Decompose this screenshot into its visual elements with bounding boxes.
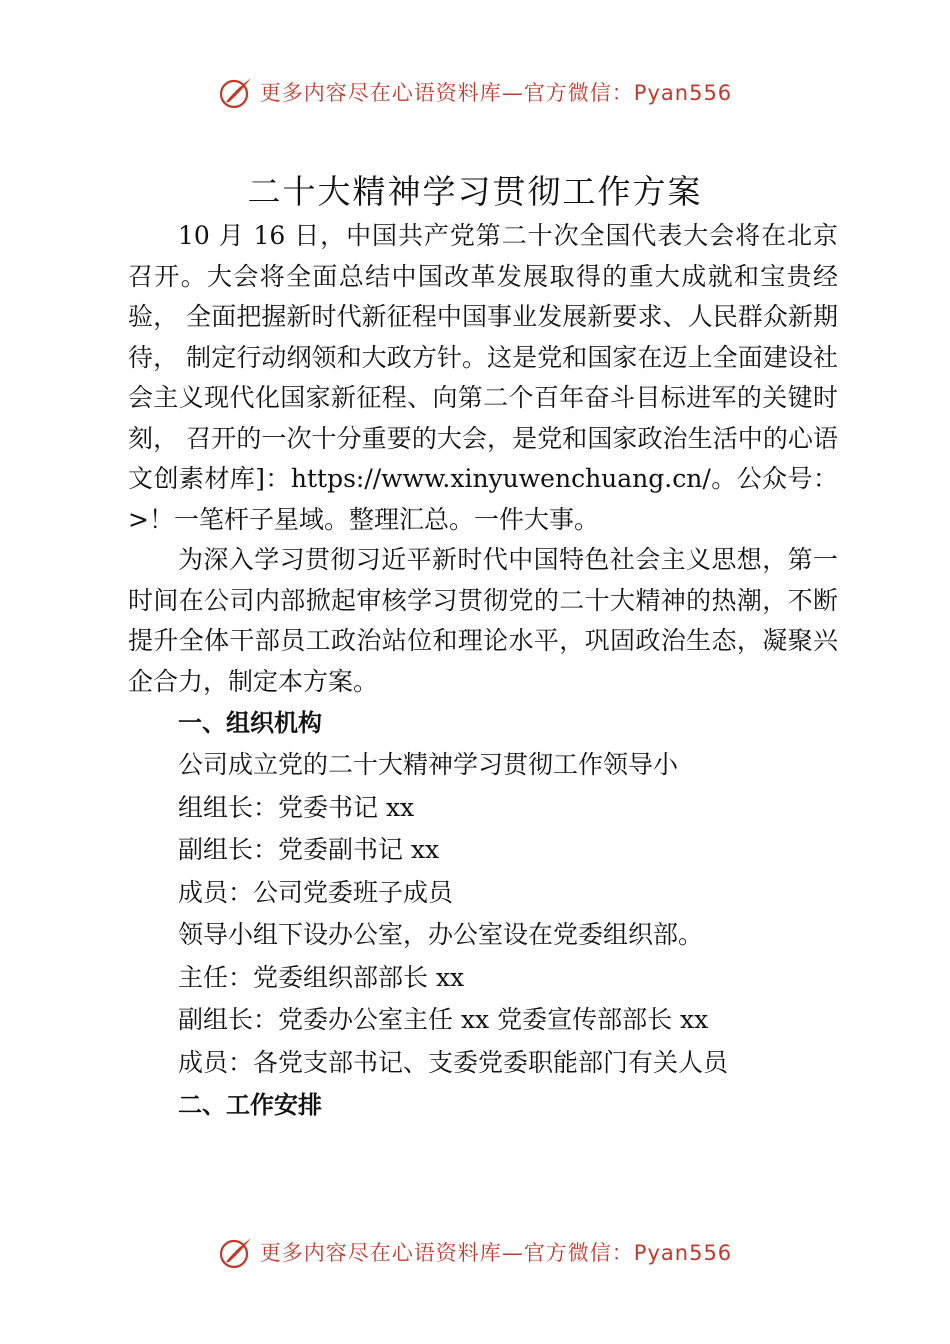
document-body [128,216,838,1126]
banner-contact: 官方微信：Pyan556 [523,1241,733,1265]
org-line: 主任：党委组织部部长 xx [178,962,465,992]
org-line: 组组长：党委书记 xx [178,792,415,822]
intro-paragraph: 10 月 16 日，中国共产党第二十次全国代表大会将在北京召开。大会将全面总结中国改革发展取得的重大成就和宝贵经验， 全面把握新时代新征程中国事业发展新要求、人民群众新期待， 制定行动纲领和大政方针。这是党和国家在迈上全面建设社会主义现代化国家新征程、向第二个百年奋斗目标进军的关键时刻， 召开的一次十分重要的大会，是党和国家政治生活中的心语文创素材库]：https://www.xinyuwenchuang.cn/。公众号：>！一笔杆子星域。整理汇总。一件大事。 [128,221,838,534]
purpose-paragraph: 为深入学习贯彻习近平新时代中国特色社会主义思想，第一时间在公司内部掀起审核学习贯彻党的二十大精神的热潮，不断提升全体干部员工政治站位和理论水平，巩固政治生态，凝聚兴企合力，制定本方案。 [128,545,838,696]
banner-separator: — [501,1241,524,1265]
org-line: 成员：公司党委班子成员 [178,877,454,907]
org-line: 成员：各党支部书记、支委党委职能部门有关人员 [178,1047,729,1077]
footer-banner [0,1230,950,1274]
section-heading-organization: 一、组织机构 [178,709,322,737]
document-title: 二十大精神学习贯彻工作方案 [247,172,703,211]
org-line: 公司成立党的二十大精神学习贯彻工作领导小 [178,750,679,779]
banner-contact: 官方微信：Pyan556 [523,81,733,105]
org-line: 领导小组下设办公室，办公室设在党委组织部。 [178,920,704,949]
banner-text [260,1237,732,1267]
banner-site-name: 更多内容尽在心语资料库 [259,1241,502,1265]
header-banner [0,70,950,114]
banner-site-name: 更多内容尽在心语资料库 [259,81,502,105]
section-heading-work-arrangement: 二、工作安排 [178,1091,322,1119]
org-line: 副组长：党委副书记 xx [178,835,440,864]
org-line: 副组长：党委办公室主任 xx 党委宣传部部长 xx [178,1005,709,1034]
banner-text [260,77,732,107]
quill-circle-icon [218,1234,254,1270]
banner-separator: — [501,81,524,105]
quill-circle-icon [218,74,254,110]
